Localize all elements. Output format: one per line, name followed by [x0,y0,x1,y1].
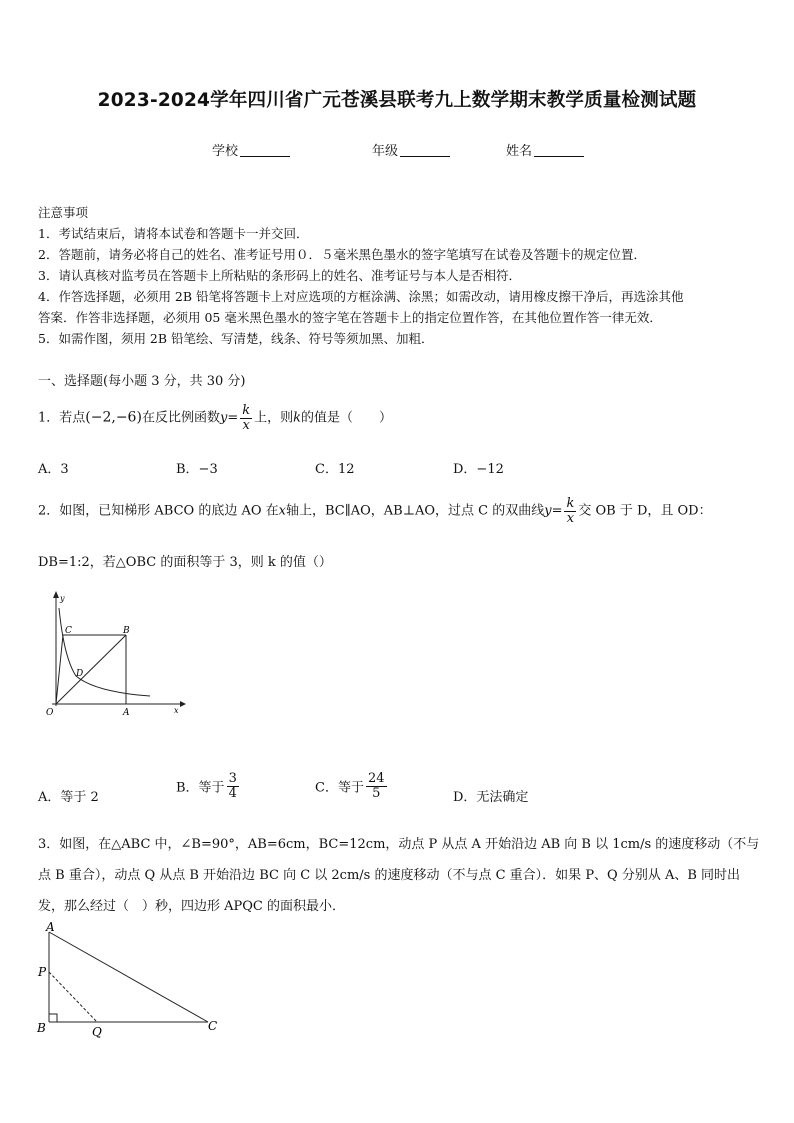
q2-text: 轴上，BC∥AO，AB⊥AO，过点 C 的双曲线 [285,503,545,519]
fraction-3-4: $\frac{3}{4}$ [228,771,237,801]
var-x: x [278,503,286,519]
question-2 [38,497,712,525]
label-D: D [76,669,84,679]
school-field [212,140,290,159]
q1-text: 的值是（ ） [301,410,393,426]
school-blank [240,144,290,157]
section-heading: 一、选择题(每小题 3 分，共 30 分) [38,374,246,389]
fraction-k-over-x: $\frac{k}{x}$ [566,496,575,526]
figure-trapezoid-hyperbola [40,588,190,723]
segment-OB [56,635,126,704]
name-label: 姓名 [506,144,533,159]
label-x: x [174,706,179,715]
q1-option-c: C．12 [315,462,355,477]
grade-blank [400,144,450,157]
x-axis-arrow [180,701,186,707]
fraction-24-5: $\frac{24}{5}$ [367,771,385,801]
grade-field [372,140,450,159]
q1-text: 上，则 [254,410,294,426]
q2-option-b: B．等于 $\frac{3}{4}$ [176,771,237,801]
page-title: 2023-2024学年四川省广元苍溪县联考九上数学期末教学质量检测试题 [97,90,697,111]
q2-option-d: D．无法确定 [453,790,529,805]
equals-sign: = [227,410,239,426]
label-A: A [123,708,130,718]
var-y: y [219,410,228,426]
grade-label: 年级 [372,144,399,159]
label-P: P [38,965,47,979]
segment-AC [49,932,208,1022]
q2-text: 2．如图，已知梯形 ABCO 的底边 AO 在 [38,503,279,519]
q1-point: (−2,−6) [85,409,142,426]
var-k: k [293,410,302,426]
q3-line-2: 点 B 重合），动点 Q 从点 B 开始沿边 BC 向 C 以 2cm/s 的速度移动（不与点 C 重合）．如果 P、Q 分别从 A、B 同时出 [38,868,741,883]
label-O: O [46,708,54,718]
notes-heading: 注意事项 [38,205,89,220]
label-y: y [60,594,65,603]
label-A: A [46,920,55,934]
label-B: B [37,1021,46,1035]
q2-option-c: C．等于 $\frac{24}{5}$ [315,771,385,801]
note-item: 5．如需作图，须用 2B 铅笔绘、写清楚，线条、符号等须加黑、加粗． [38,331,434,346]
label-C: C [65,626,72,636]
var-y: y [544,503,552,519]
label-C: C [208,1019,218,1033]
equals-sign: = [551,503,563,519]
right-angle-mark [49,1014,57,1022]
name-field [506,140,584,159]
name-blank [534,144,584,157]
q3-line-1: 3．如图，在△ABC 中，∠B=90°，AB=6cm，BC=12cm，动点 P 从点 A 开始沿边 AB 向 B 以 1cm/s 的速度移动（不与 [38,837,760,852]
note-item: 1．考试结束后，请将本试卷和答题卡一并交回． [38,226,309,241]
q3-line-3: 发，那么经过（ ）秒，四边形 APQC 的面积最小． [38,899,346,914]
q2-option-a: A．等于 2 [38,790,99,805]
hyperbola-curve [59,608,150,696]
q1-option-b: B．−3 [176,462,218,477]
q1-text: 1．若点 [38,410,86,426]
school-label: 学校 [212,144,239,159]
q1-text: 在反比例函数 [141,410,220,426]
label-B: B [123,626,130,636]
y-axis-arrow [53,591,59,598]
figure-right-triangle [34,920,224,1040]
label-Q: Q [92,1025,102,1039]
q2-line-2: DB=1:2，若△OBC 的面积等于 3，则 k 的值（） [38,555,332,570]
q1-option-d: D．−12 [453,462,504,477]
fraction-k-over-x: $\frac{k}{x}$ [242,403,251,433]
notes-block [38,202,684,349]
note-item: 2．答题前，请务必将自己的姓名、准考证号用０．５毫米黑色墨水的签字笔填写在试卷及答题卡的规定位置． [38,247,646,262]
note-item: 答案．作答非选择题，必须用 05 毫米黑色墨水的签字笔在答题卡上的指定位置作答，在其他位置作答一律无效． [38,310,662,325]
question-1 [38,404,392,432]
segment-OC [56,635,63,704]
note-item: 3．请认真核对监考员在答题卡上所粘贴的条形码上的姓名、准考证号与本人是否相符． [38,268,521,283]
q2-text: 交 OB 于 D，且 OD： [578,503,712,519]
q1-option-a: A．3 [38,462,69,477]
note-item: 4．作答选择题，必须用 2B 铅笔将答题卡上对应选项的方框涂满、涂黑；如需改动，请用橡皮擦干净后，再选涂其他 [38,289,684,304]
